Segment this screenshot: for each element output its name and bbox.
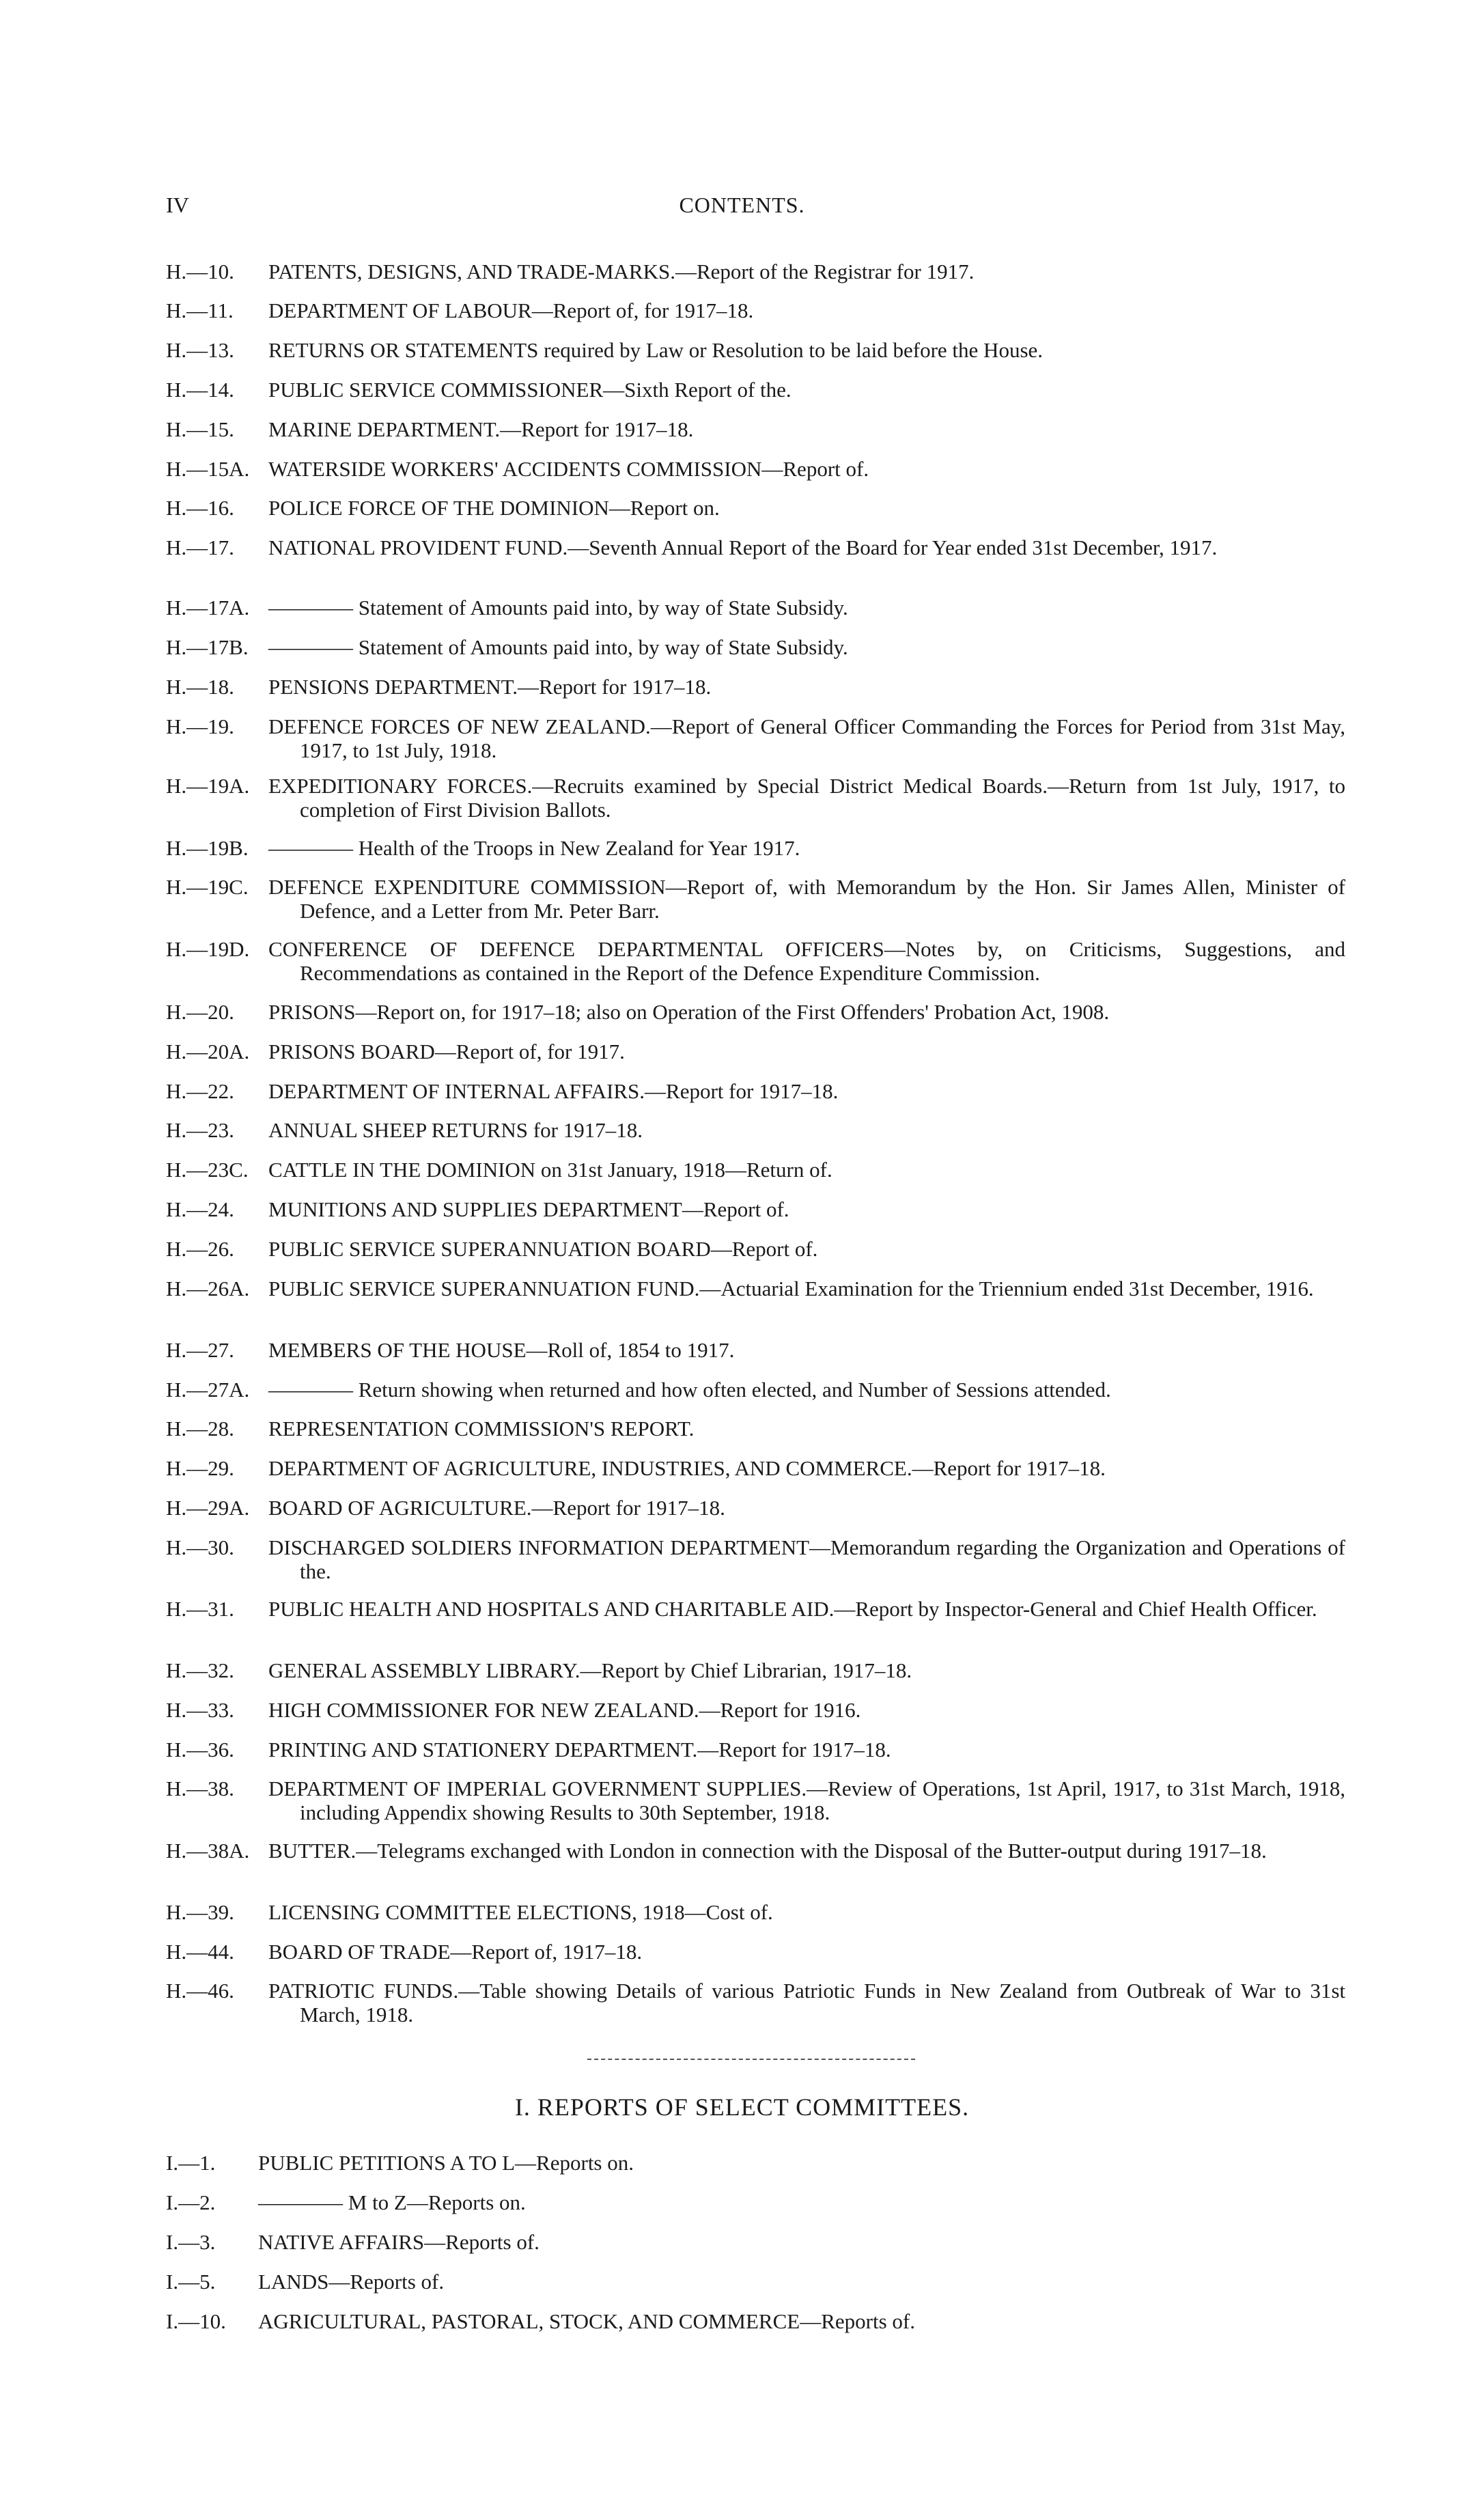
- entry-title: PATENTS, DESIGNS, AND TRADE-MARKS.—Report of the Registrar for 1917.: [268, 260, 975, 283]
- entry-title: GENERAL ASSEMBLY LIBRARY.—Report by Chief Librarian, 1917–18.: [268, 1658, 912, 1682]
- entry-code: H.—36.: [166, 1738, 234, 1761]
- entry-title: DEPARTMENT OF LABOUR—Report of, for 1917–18.: [268, 298, 754, 322]
- entry-title: HIGH COMMISSIONER FOR NEW ZEALAND.—Report for 1916.: [268, 1698, 861, 1722]
- entry-code: H.—15A.: [166, 457, 250, 481]
- entry-title: PUBLIC SERVICE SUPERANNUATION FUND.—Actuarial Examination for the Triennium ended 31st December, 1916.: [268, 1277, 1314, 1300]
- entry-code: H.—17A.: [166, 596, 250, 619]
- entry-title: MUNITIONS AND SUPPLIES DEPARTMENT—Report of.: [268, 1197, 789, 1221]
- entry-title: DEPARTMENT OF IMPERIAL GOVERNMENT SUPPLIES.—Review of Operations, 1st April, 1917, to 31st March, 1918, including Appendix showing Results to 30th September, 1918.: [268, 1777, 1345, 1824]
- entry-title: PUBLIC SERVICE SUPERANNUATION BOARD—Report of.: [268, 1237, 818, 1261]
- entry-code: H.—46.: [166, 1979, 234, 2003]
- section-heading: I. REPORTS OF SELECT COMMITTEES.: [514, 2093, 970, 2121]
- entry-title: LICENSING COMMITTEE ELECTIONS, 1918—Cost of.: [268, 1900, 773, 1924]
- entry-title: PRISONS—Report on, for 1917–18; also on Operation of the First Offenders' Probation Act, 1908.: [268, 1000, 1110, 1024]
- entry-code: H.—27A.: [166, 1378, 250, 1402]
- entry-code: H.—26.: [166, 1237, 234, 1261]
- entry-code: H.—33.: [166, 1698, 234, 1722]
- entry-title: PENSIONS DEPARTMENT.—Report for 1917–18.: [268, 675, 712, 699]
- entry-code: H.—20.: [166, 1000, 234, 1024]
- entry-code: H.—29A.: [166, 1496, 250, 1520]
- entry-title: ———— Statement of Amounts paid into, by way of State Subsidy.: [268, 596, 848, 619]
- entry-title: NATIONAL PROVIDENT FUND.—Seventh Annual Report of the Board for Year ended 31st December, 1917.: [268, 535, 1218, 559]
- entry-code: H.—19C.: [166, 875, 249, 899]
- entry-title: PATRIOTIC FUNDS.—Table showing Details of various Patriotic Funds in New Zealand from Outbreak of War to 31st March, 1918.: [268, 1979, 1345, 2027]
- entry-code: H.—16.: [166, 496, 234, 520]
- entry-title: BOARD OF TRADE—Report of, 1917–18.: [268, 1940, 643, 1964]
- entry-code: H.—44.: [166, 1940, 234, 1964]
- entry-code: I.—5.: [166, 2270, 216, 2294]
- entry-code: H.—29.: [166, 1456, 234, 1480]
- entry-code: H.—31.: [166, 1597, 234, 1621]
- entry-title: NATIVE AFFAIRS—Reports of.: [258, 2230, 540, 2254]
- entry-code: I.—2.: [166, 2190, 216, 2214]
- entry-title: PUBLIC SERVICE COMMISSIONER—Sixth Report of the.: [268, 378, 792, 402]
- entry-code: H.—39.: [166, 1900, 234, 1924]
- entry-title: POLICE FORCE OF THE DOMINION—Report on.: [268, 496, 720, 520]
- entry-code: H.—26A.: [166, 1277, 250, 1300]
- entry-title: PUBLIC PETITIONS A TO L—Reports on.: [258, 2151, 634, 2175]
- entry-title: ———— Statement of Amounts paid into, by way of State Subsidy.: [268, 635, 848, 659]
- entry-title: CATTLE IN THE DOMINION on 31st January, 1918—Return of.: [268, 1158, 832, 1182]
- entry-code: H.—28.: [166, 1417, 234, 1440]
- entry-title: WATERSIDE WORKERS' ACCIDENTS COMMISSION—Report of.: [268, 457, 869, 481]
- entry-code: H.—18.: [166, 675, 234, 699]
- page-number: IV: [166, 193, 189, 217]
- entry-code: I.—3.: [166, 2230, 216, 2254]
- entry-code: H.—23C.: [166, 1158, 249, 1182]
- entry-title: EXPEDITIONARY FORCES.—Recruits examined by Special District Medical Boards.—Return from 1st July, 1917, to completion of First Division Ballots.: [268, 774, 1345, 822]
- entry-code: H.—11.: [166, 298, 234, 322]
- entry-title: DEPARTMENT OF INTERNAL AFFAIRS.—Report for 1917–18.: [268, 1079, 839, 1103]
- entry-title: ———— M to Z—Reports on.: [258, 2190, 526, 2214]
- entry-code: H.—27.: [166, 1338, 234, 1362]
- entry-title: MEMBERS OF THE HOUSE—Roll of, 1854 to 1917.: [268, 1338, 735, 1362]
- entry-code: H.—19.: [166, 714, 234, 738]
- entry-title: BOARD OF AGRICULTURE.—Report for 1917–18.: [268, 1496, 725, 1520]
- entry-title: PUBLIC HEALTH AND HOSPITALS AND CHARITABLE AID.—Report by Inspector-General and Chief Health Officer.: [268, 1597, 1317, 1621]
- entry-code: H.—22.: [166, 1079, 234, 1103]
- entry-title: AGRICULTURAL, PASTORAL, STOCK, AND COMMERCE—Reports of.: [258, 2309, 915, 2333]
- entry-title: DEPARTMENT OF AGRICULTURE, INDUSTRIES, AND COMMERCE.—Report for 1917–18.: [268, 1456, 1106, 1480]
- entry-title: RETURNS OR STATEMENTS required by Law or Resolution to be laid before the House.: [268, 338, 1044, 362]
- entry-code: H.—19D.: [166, 937, 250, 961]
- entry-title: PRINTING AND STATIONERY DEPARTMENT.—Report for 1917–18.: [268, 1738, 891, 1761]
- entry-code: H.—38.: [166, 1777, 234, 1800]
- entry-title: MARINE DEPARTMENT.—Report for 1917–18.: [268, 417, 694, 441]
- entry-code: H.—10.: [166, 260, 234, 283]
- entry-code: H.—32.: [166, 1658, 234, 1682]
- page-title: CONTENTS.: [679, 193, 805, 217]
- entry-title: DISCHARGED SOLDIERS INFORMATION DEPARTMENT—Memorandum regarding the Organization and Operations of the.: [268, 1535, 1345, 1583]
- entry-title: PRISONS BOARD—Report of, for 1917.: [268, 1040, 625, 1063]
- entry-code: H.—19B.: [166, 836, 249, 860]
- entry-code: H.—30.: [166, 1535, 234, 1559]
- entry-code: H.—17.: [166, 535, 234, 559]
- entry-code: H.—19A.: [166, 774, 250, 798]
- entry-title: ———— Return showing when returned and how often elected, and Number of Sessions attended.: [268, 1378, 1111, 1402]
- entry-code: H.—20A.: [166, 1040, 250, 1063]
- entry-code: H.—38A.: [166, 1839, 250, 1863]
- entry-title: ANNUAL SHEEP RETURNS for 1917–18.: [268, 1118, 643, 1142]
- entry-title: DEFENCE EXPENDITURE COMMISSION—Report of, with Memorandum by the Hon. Sir James Allen, Minister of Defence, and a Letter from Mr. Peter Barr.: [268, 875, 1345, 923]
- entry-title: ———— Health of the Troops in New Zealand for Year 1917.: [268, 836, 800, 860]
- entry-code: H.—24.: [166, 1197, 234, 1221]
- entry-code: H.—13.: [166, 338, 234, 362]
- entry-title: BUTTER.—Telegrams exchanged with London in connection with the Disposal of the Butter-output during 1917–18.: [268, 1839, 1267, 1863]
- entry-title: DEFENCE FORCES OF NEW ZEALAND.—Report of General Officer Commanding the Forces for Period from 31st May, 1917, to 1st July, 1918.: [268, 714, 1345, 762]
- entry-title: CONFERENCE OF DEFENCE DEPARTMENTAL OFFICERS—Notes by, on Criticisms, Suggestions, and Recommendations as contained in the Report of the Defence Expenditure Commission.: [268, 937, 1345, 985]
- entry-code: H.—17B.: [166, 635, 249, 659]
- entry-code: H.—15.: [166, 417, 234, 441]
- entry-code: H.—23.: [166, 1118, 234, 1142]
- entry-title: LANDS—Reports of.: [258, 2270, 445, 2294]
- entry-code: I.—10.: [166, 2309, 226, 2333]
- section-divider: [587, 2059, 915, 2060]
- entry-title: REPRESENTATION COMMISSION'S REPORT.: [268, 1417, 695, 1440]
- entry-code: I.—1.: [166, 2151, 216, 2175]
- entry-code: H.—14.: [166, 378, 234, 402]
